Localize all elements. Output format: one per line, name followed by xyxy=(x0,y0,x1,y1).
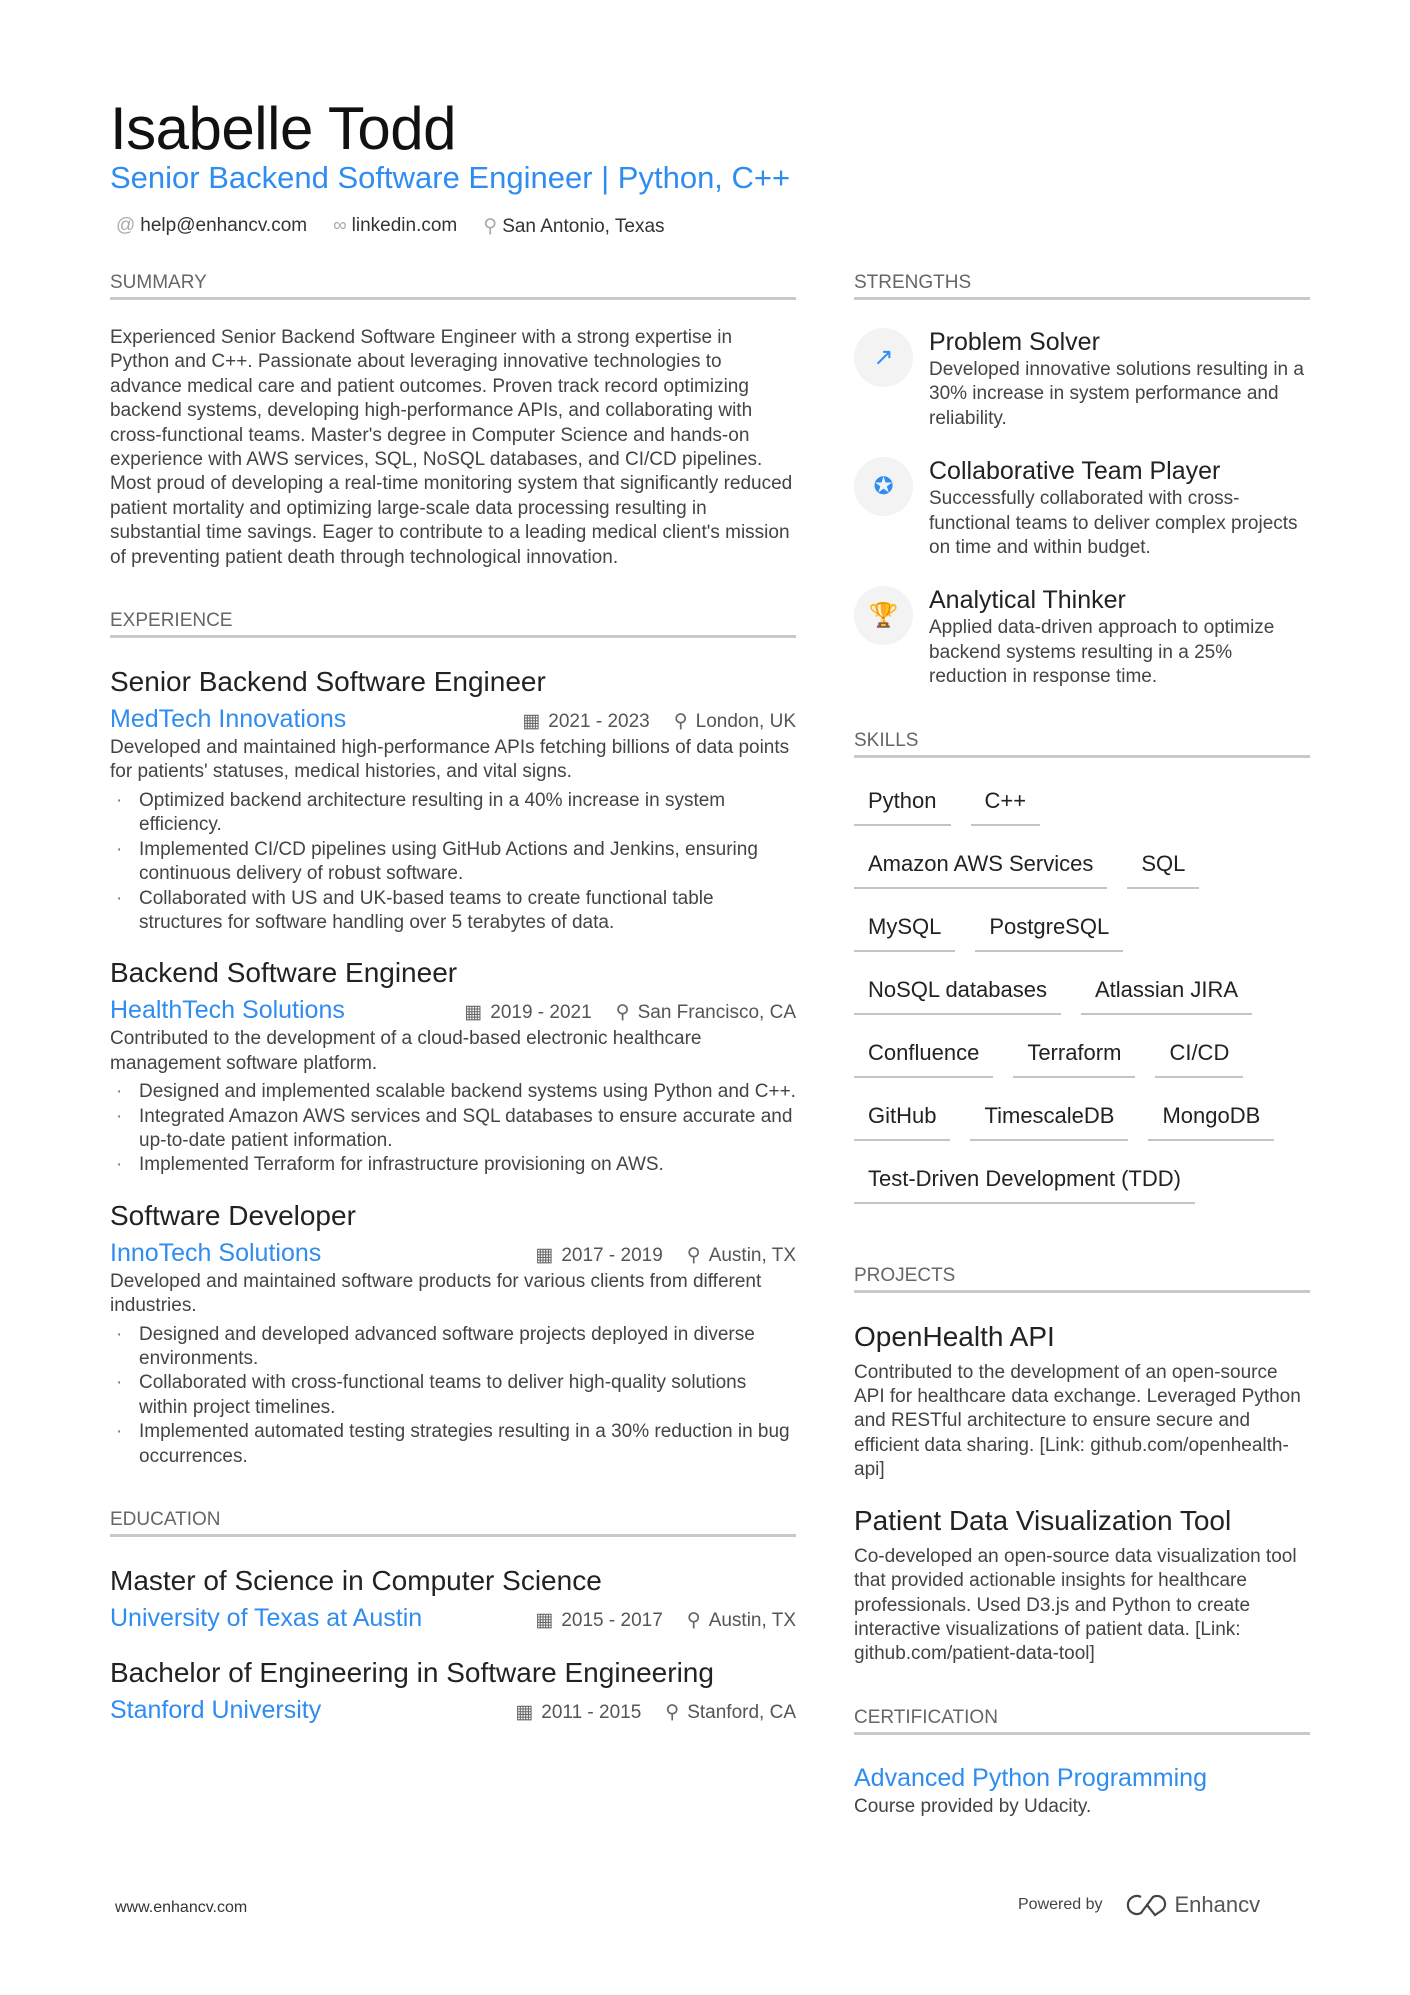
experience-section xyxy=(110,610,796,1469)
strength-body xyxy=(929,455,1310,560)
certification-provider: Course provided by Udacity. xyxy=(854,1795,1092,1817)
summary-text: Experienced Senior Backend Software Engineer with a strong expertise in Python and C++. Passionate about leveraging innovative technologies to advance medical care and patient outcomes. Proven track record optimizing backend systems, developing high-performance APIs, and collaborating with cross-functional teams. Master's degree in Computer Science and hands-on experience with AWS services, SQL, NoSQL databases, and CI/CD pipelines. Most proud of developing a real-time monitoring system that significantly reduced patient mortality and optimizing large-scale data processing resulting in substantial time savings. Eager to contribute to a leading medical client's mission of preventing patient death through technological innovation. xyxy=(110,327,793,568)
job-title: Backend Software Engineer xyxy=(110,957,458,989)
skill-tag: C++ xyxy=(971,780,1041,826)
strength-body xyxy=(929,584,1310,689)
contact-linkedin[interactable]: ∞ linkedin.com xyxy=(333,215,458,236)
education-section xyxy=(110,1509,796,1727)
certification-title: Advanced Python Programming xyxy=(854,1763,1207,1792)
project-text: Co-developed an open-source data visualization tool that provided actionable insights for healthcare professionals. Used D3.js and Python to create interactive visualizations of patient data. [Link: github.com/patient-data-tool] xyxy=(854,1545,1297,1665)
job-meta-row xyxy=(110,702,796,736)
job-meta xyxy=(464,1001,796,1024)
contact-bar xyxy=(116,215,665,238)
location-text: Austin, TX xyxy=(708,1244,796,1266)
footer-website[interactable]: www.enhancv.com xyxy=(115,1899,248,1916)
job-bullets xyxy=(110,789,796,935)
skill-tag: MySQL xyxy=(854,906,955,952)
project-title: Patient Data Visualization Tool xyxy=(854,1504,1232,1536)
footer-powered xyxy=(1018,1892,1260,1918)
link-icon: ∞ xyxy=(333,215,347,236)
job-meta-row xyxy=(110,993,796,1027)
dates-text: 2019 - 2021 xyxy=(490,1002,592,1024)
calendar-icon: ▦ xyxy=(464,1002,483,1024)
calendar-icon: ▦ xyxy=(535,1610,554,1631)
skill-tag: GitHub xyxy=(854,1095,950,1141)
project-title: OpenHealth API xyxy=(854,1320,1055,1352)
bullet-item: · Implemented automated testing strategies resulting in a 30% reduction in bug occurrences. xyxy=(110,1420,796,1469)
bullet-item: · Collaborated with US and UK-based teams to create functional table structures for software handling over 5 terabytes of data. xyxy=(110,887,796,936)
education-entry xyxy=(110,1655,796,1727)
location-pin-icon: ⚲ xyxy=(615,1002,630,1024)
project-entry xyxy=(854,1503,1310,1667)
location-pin-icon: ⚲ xyxy=(686,1244,701,1266)
contact-email[interactable]: @ help@enhancv.com xyxy=(116,215,308,236)
location-pin-icon: ⚲ xyxy=(665,1702,680,1723)
powered-by-label: Powered by xyxy=(1018,1896,1103,1913)
location-pin-icon: ⚲ xyxy=(673,711,688,733)
section-heading: EDUCATION xyxy=(110,1509,796,1537)
enhancv-logo[interactable] xyxy=(1121,1892,1261,1918)
certification-section xyxy=(854,1707,1310,1819)
bullet-item: · Designed and implemented scalable backend systems using Python and C++. xyxy=(110,1080,796,1104)
candidate-name: Isabelle Todd xyxy=(110,95,456,162)
location-text: San Francisco, CA xyxy=(637,1002,796,1024)
company-name[interactable]: InnoTech Solutions xyxy=(110,1238,322,1267)
contact-location: ⚲ San Antonio, Texas xyxy=(483,216,665,237)
bullet-item: · Implemented Terraform for infrastructure provisioning on AWS. xyxy=(110,1153,796,1177)
brand-name: Enhancv xyxy=(1174,1892,1261,1917)
right-column xyxy=(854,272,1310,1859)
job-description: Developed and maintained software products for various clients from different industries. xyxy=(110,1270,762,1317)
location-text: London, UK xyxy=(695,711,796,733)
job-dates xyxy=(522,710,649,733)
job-meta-row xyxy=(110,1236,796,1270)
dates-text: 2021 - 2023 xyxy=(548,711,650,733)
calendar-icon: ▦ xyxy=(522,711,541,733)
edu-dates xyxy=(515,1701,641,1724)
strength-title: Problem Solver xyxy=(929,328,1100,356)
skill-tag: Terraform xyxy=(1013,1032,1135,1078)
job-dates xyxy=(464,1001,591,1024)
school-name[interactable]: University of Texas at Austin xyxy=(110,1604,423,1632)
strategy-icon: ↗ xyxy=(854,328,913,387)
school-name[interactable]: Stanford University xyxy=(110,1696,322,1724)
job-meta xyxy=(535,1244,796,1267)
skill-tag: CI/CD xyxy=(1155,1032,1243,1078)
location-pin-icon: ⚲ xyxy=(483,216,498,237)
bullet-item: · Optimized backend architecture resulting in a 40% increase in system efficiency. xyxy=(110,789,796,838)
degree: Master of Science in Computer Science xyxy=(110,1565,602,1596)
calendar-icon: ▦ xyxy=(515,1702,534,1723)
job-title: Senior Backend Software Engineer xyxy=(110,666,546,698)
location-text: Austin, TX xyxy=(708,1610,796,1631)
section-heading: PROJECTS xyxy=(854,1265,1310,1293)
project-text: Contributed to the development of an open-source API for healthcare data exchange. Leveraged Python and RESTful architecture to ensure secure and efficient data sharing. [Link: github.com/openhealth-api] xyxy=(854,1361,1301,1481)
job-bullets xyxy=(110,1080,796,1178)
job-entry xyxy=(110,1198,796,1469)
skill-tag: Test-Driven Development (TDD) xyxy=(854,1158,1195,1204)
location-text: Stanford, CA xyxy=(687,1702,796,1723)
strength-item xyxy=(854,584,1310,689)
education-entry xyxy=(110,1563,796,1635)
project-entry xyxy=(854,1319,1310,1483)
company-name[interactable]: MedTech Innovations xyxy=(110,705,347,734)
job-dates xyxy=(535,1244,662,1267)
dates-text: 2015 - 2017 xyxy=(561,1610,663,1631)
candidate-title: Senior Backend Software Engineer | Python, C++ xyxy=(110,160,791,195)
job-location xyxy=(687,1244,796,1267)
skill-tag: Python xyxy=(854,780,951,826)
summary-section xyxy=(110,272,796,570)
job-description: Developed and maintained high-performance APIs fetching billions of data points for patients' statuses, medical histories, and vital signs. xyxy=(110,737,790,783)
job-entry xyxy=(110,664,796,935)
skill-tag: MongoDB xyxy=(1148,1095,1274,1141)
section-heading: STRENGTHS xyxy=(854,272,1310,300)
bullet-item: · Collaborated with cross-functional teams to deliver high-quality solutions within project timelines. xyxy=(110,1371,796,1420)
job-entry xyxy=(110,955,796,1177)
job-title: Software Developer xyxy=(110,1199,356,1231)
strength-title: Analytical Thinker xyxy=(929,586,1126,615)
strength-item xyxy=(854,326,1310,431)
bullet-item: · Designed and developed advanced software projects deployed in diverse environments. xyxy=(110,1323,796,1372)
edu-dates xyxy=(535,1609,662,1632)
strength-item xyxy=(854,455,1310,560)
location-pin-icon: ⚲ xyxy=(686,1610,701,1631)
bullet-item: · Integrated Amazon AWS services and SQL databases to ensure accurate and up-to-date patient information. xyxy=(110,1105,796,1154)
trophy-icon: 🏆 xyxy=(854,586,913,645)
edu-location xyxy=(687,1609,796,1632)
job-location xyxy=(674,710,796,733)
strength-text: Developed innovative solutions resulting in a 30% increase in system performance and reliability. xyxy=(929,359,1304,429)
skill-tag: PostgreSQL xyxy=(975,906,1123,952)
projects-section xyxy=(854,1265,1310,1667)
strength-body xyxy=(929,326,1310,431)
strength-text: Successfully collaborated with cross-functional teams to deliver complex projects on time and within budget. xyxy=(929,488,1298,559)
calendar-icon: ▦ xyxy=(535,1244,554,1266)
edu-meta xyxy=(535,1609,796,1632)
company-name[interactable]: HealthTech Solutions xyxy=(110,996,345,1025)
skills-section xyxy=(854,730,1310,1221)
job-description: Contributed to the development of a cloud-based electronic healthcare management software platform. xyxy=(110,1028,702,1074)
skill-tag: NoSQL databases xyxy=(854,969,1061,1015)
job-bullets xyxy=(110,1323,796,1469)
award-ribbon-icon: ✪ xyxy=(854,457,913,516)
skill-tags xyxy=(854,780,1310,1221)
skill-tag: Amazon AWS Services xyxy=(854,843,1107,889)
job-location xyxy=(616,1001,796,1024)
strength-title: Collaborative Team Player xyxy=(929,457,1221,486)
skill-tag: TimescaleDB xyxy=(970,1095,1128,1141)
section-heading: SKILLS xyxy=(854,730,1310,758)
edu-meta-row xyxy=(110,1601,796,1635)
section-heading: EXPERIENCE xyxy=(110,610,796,638)
edu-location xyxy=(665,1701,796,1724)
strength-text: Applied data-driven approach to optimize backend systems resulting in a 25% reduction in response time. xyxy=(929,617,1275,688)
section-heading: SUMMARY xyxy=(110,272,796,300)
edu-meta-row xyxy=(110,1693,796,1727)
edu-meta xyxy=(515,1701,796,1724)
left-column xyxy=(110,272,796,1767)
degree: Bachelor of Engineering in Software Engineering xyxy=(110,1657,714,1688)
job-meta xyxy=(522,710,796,733)
skill-tag: Confluence xyxy=(854,1032,993,1078)
dates-text: 2017 - 2019 xyxy=(561,1244,663,1266)
bullet-item: · Implemented CI/CD pipelines using GitHub Actions and Jenkins, ensuring continuous delivery of robust software. xyxy=(110,838,796,887)
skill-tag: Atlassian JIRA xyxy=(1081,969,1252,1015)
enhancv-logo-icon xyxy=(1121,1892,1167,1918)
section-heading: CERTIFICATION xyxy=(854,1707,1310,1735)
dates-text: 2011 - 2015 xyxy=(541,1702,642,1723)
at-icon: @ xyxy=(116,215,136,236)
strengths-section xyxy=(854,272,1310,690)
skill-tag: SQL xyxy=(1127,843,1199,889)
